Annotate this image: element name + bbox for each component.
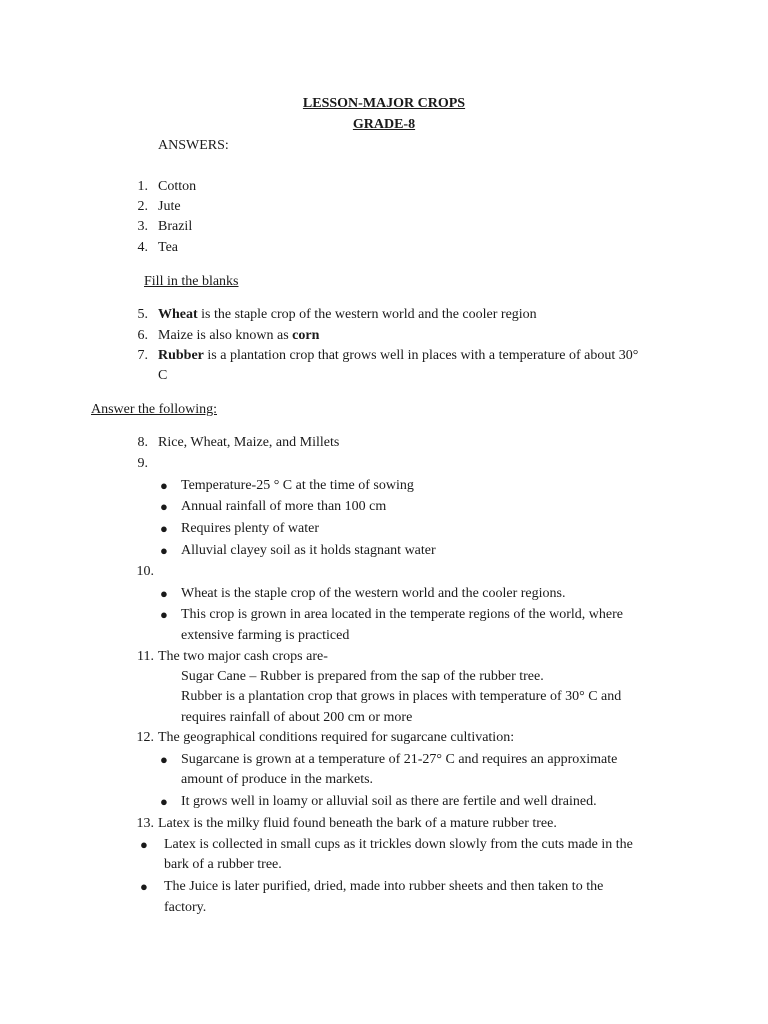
bullet-item: Wheat is the staple crop of the western world and the cooler regions. — [181, 586, 566, 601]
bullet-icon: ● — [160, 543, 168, 558]
list-number: 9. — [137, 456, 148, 471]
bullet-item: Temperature-25 ° C at the time of sowing — [181, 478, 414, 493]
bullet-icon: ● — [160, 607, 168, 622]
bold-answer: Wheat — [158, 307, 198, 322]
fill-answer-5 — [158, 305, 537, 325]
list-number: 8. — [137, 435, 148, 450]
answer-line: Sugar Cane – Rubber is prepared from the sap of the rubber tree. — [181, 669, 544, 684]
list-number: 5. — [137, 307, 148, 322]
answer-11: The two major cash crops are- — [158, 649, 328, 664]
bullet-icon: ● — [160, 499, 168, 514]
bullet-item: Annual rainfall of more than 100 cm — [181, 499, 387, 514]
list-number: 6. — [137, 328, 148, 343]
bullet-item-continued: amount of produce in the markets. — [181, 772, 374, 787]
bullet-icon: ● — [140, 837, 148, 852]
answer-line: Rubber is a plantation crop that grows in places with temperature of 30° C and — [181, 689, 622, 704]
list-number: 13. — [136, 816, 154, 831]
grade-heading: GRADE-8 — [352, 117, 416, 132]
list-number: 12. — [136, 730, 154, 745]
bullet-icon: ● — [160, 794, 168, 809]
answer-text-continued: C — [158, 368, 168, 383]
list-number: 3. — [137, 219, 148, 234]
section-heading-answer: Answer the following: — [91, 402, 217, 417]
answer-text: Maize is also known as — [158, 328, 293, 343]
bullet-icon: ● — [140, 879, 148, 894]
answer-12: The geographical conditions required for sugarcane cultivation: — [158, 730, 515, 745]
answer-line: requires rainfall of about 200 cm or more — [181, 710, 413, 725]
bold-answer: corn — [292, 328, 320, 343]
bullet-item-continued: bark of a rubber tree. — [164, 857, 282, 872]
list-item: Jute — [158, 199, 181, 214]
bullet-item: Sugarcane is grown at a temperature of 21-27° C and requires an approximate — [181, 752, 618, 767]
answer-13: Latex is the milky fluid found beneath the bark of a mature rubber tree. — [158, 816, 557, 831]
fill-answer-6 — [158, 326, 319, 346]
list-number: 1. — [137, 179, 148, 194]
list-number: 10. — [136, 564, 154, 579]
answer-8: Rice, Wheat, Maize, and Millets — [158, 435, 340, 450]
bullet-icon: ● — [160, 478, 168, 493]
bullet-icon: ● — [160, 521, 168, 536]
answer-text: is the staple crop of the western world and the cooler region — [197, 307, 537, 322]
bullet-item: It grows well in loamy or alluvial soil as there are fertile and well drained. — [181, 794, 597, 809]
document-title: LESSON-MAJOR CROPS — [302, 96, 466, 111]
answers-label: ANSWERS: — [158, 138, 229, 153]
bold-answer: Rubber — [158, 348, 204, 363]
bullet-item: Requires plenty of water — [181, 521, 320, 536]
list-number: 4. — [137, 240, 148, 255]
bullet-item: Latex is collected in small cups as it trickles down slowly from the cuts made in the — [164, 837, 633, 852]
list-item: Brazil — [158, 219, 193, 234]
bullet-item: This crop is grown in area located in the temperate regions of the world, where — [181, 607, 624, 622]
bullet-item-continued: extensive farming is practiced — [181, 628, 350, 643]
bullet-icon: ● — [160, 752, 168, 767]
bullet-item: The Juice is later purified, dried, made into rubber sheets and then taken to the — [164, 879, 604, 894]
bullet-item: Alluvial clayey soil as it holds stagnant water — [181, 543, 436, 558]
list-item: Tea — [158, 240, 179, 255]
list-number: 11. — [137, 649, 154, 664]
fill-answer-7 — [158, 346, 638, 366]
list-number: 7. — [137, 348, 148, 363]
bullet-item-continued: factory. — [164, 900, 207, 915]
list-item: Cotton — [158, 179, 197, 194]
bullet-icon: ● — [160, 586, 168, 601]
list-number: 2. — [137, 199, 148, 214]
section-heading-fill: Fill in the blanks — [144, 274, 239, 289]
answer-text: is a plantation crop that grows well in places with a temperature of about 30° — [203, 348, 639, 363]
